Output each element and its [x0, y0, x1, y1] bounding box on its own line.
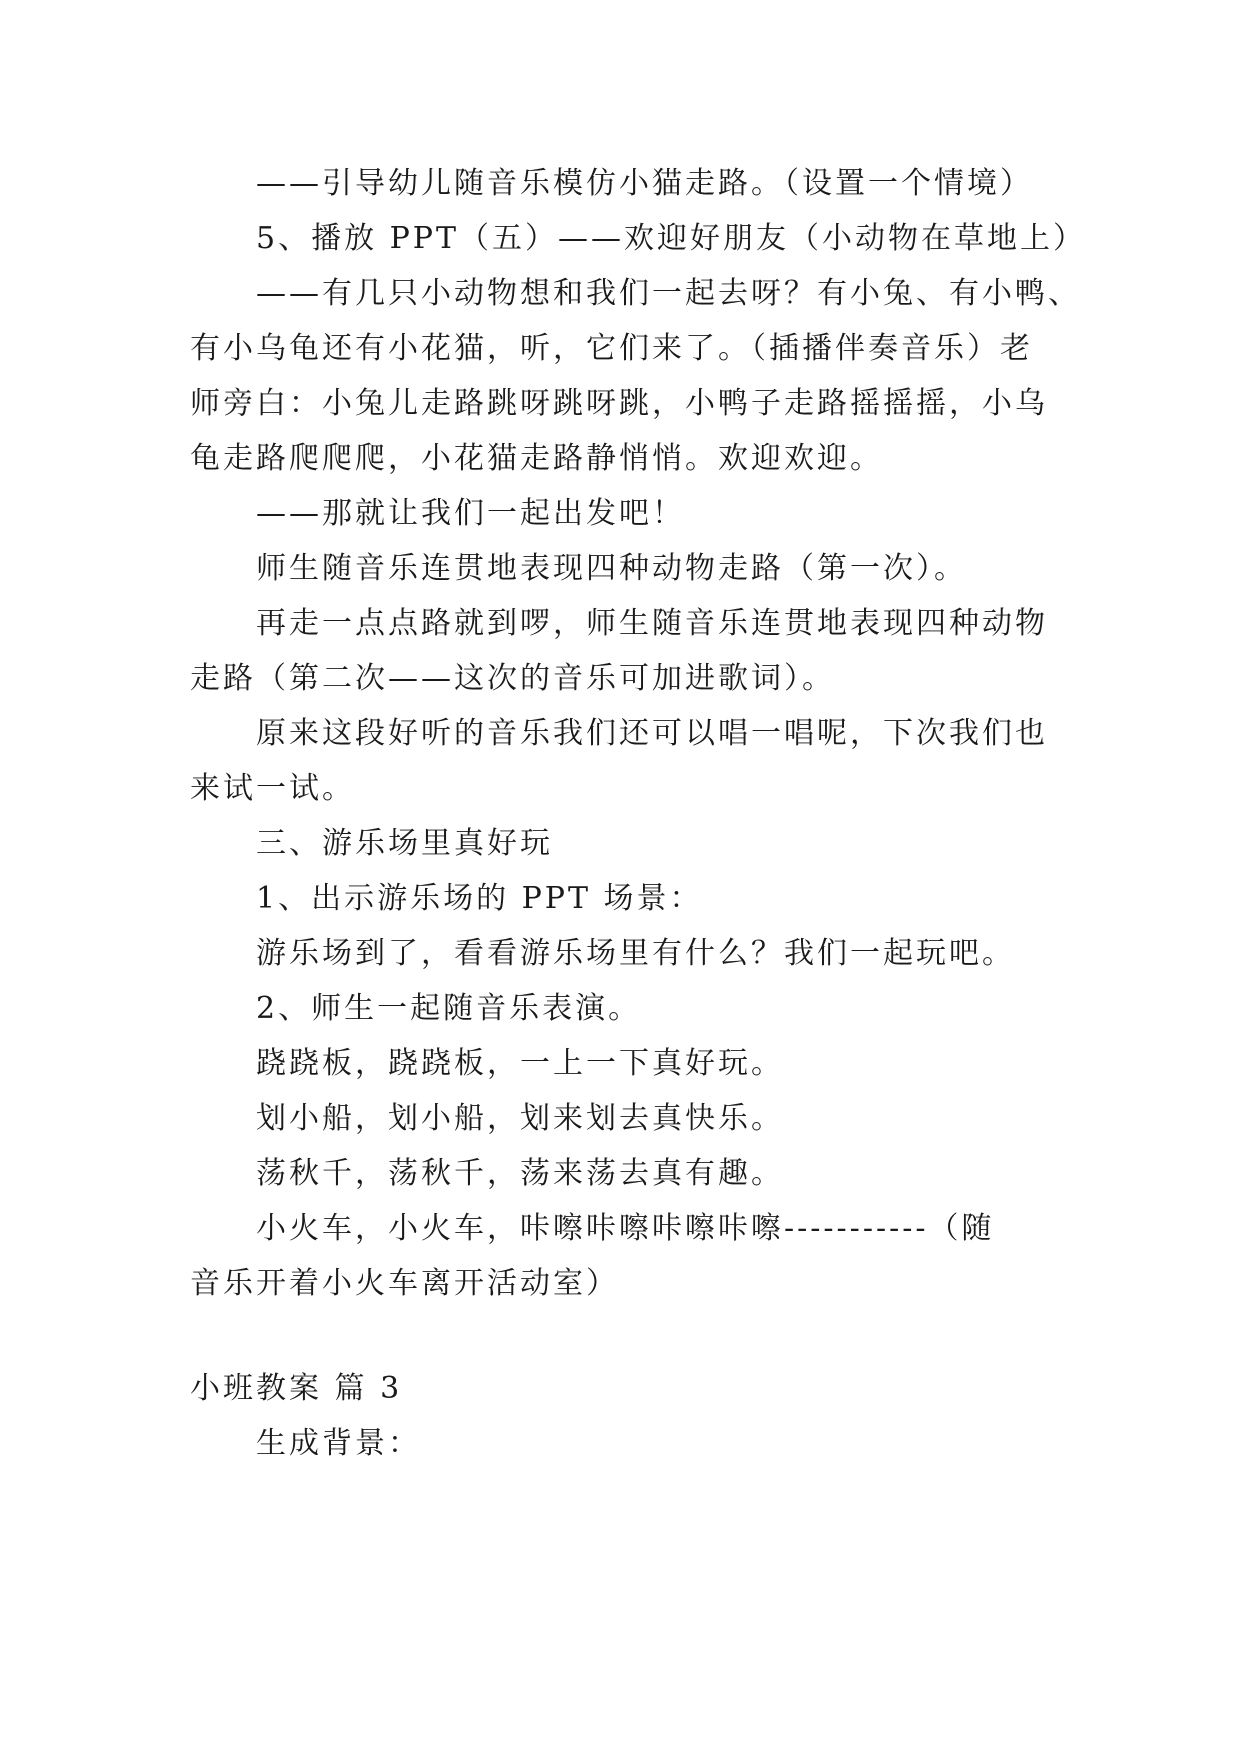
text-line: 2、师生一起随音乐表演。 — [256, 991, 642, 1026]
text-line: 师生随音乐连贯地表现四种动物走路（第一次）。 — [256, 551, 967, 586]
text-line: 荡秋千，荡秋千，荡来荡去真有趣。 — [256, 1156, 784, 1191]
lesson-title: 小班教案 篇 3 — [190, 1371, 403, 1406]
text-line: 生成背景： — [256, 1426, 421, 1461]
text-line: 师旁白：小兔儿走路跳呀跳呀跳，小鸭子走路摇摇摇，小乌 — [190, 386, 1048, 421]
section-heading: 三、游乐场里真好玩 — [256, 826, 553, 861]
text-line: ——那就让我们一起出发吧！ — [256, 496, 685, 531]
text-line: 音乐开着小火车离开活动室） — [190, 1266, 619, 1301]
text-line: 走路（第二次——这次的音乐可加进歌词）。 — [190, 661, 835, 696]
text-line: ——有几只小动物想和我们一起去呀？有小兔、有小鸭、 — [256, 276, 1081, 311]
text-line: 1、出示游乐场的 PPT 场景： — [256, 881, 703, 916]
text-line: 有小乌龟还有小花猫，听，它们来了。（插播伴奏音乐）老 — [190, 331, 1033, 366]
text-line: ——引导幼儿随音乐模仿小猫走路。（设置一个情境） — [256, 166, 1033, 201]
text-line: 5、播放 PPT（五）——欢迎好朋友（小动物在草地上） — [256, 221, 1087, 256]
text-line: 来试一试。 — [190, 771, 355, 806]
text-line: 小火车，小火车，咔嚓咔嚓咔嚓咔嚓-----------（随 — [256, 1211, 995, 1246]
text-line: 再走一点点路就到啰，师生随音乐连贯地表现四种动物 — [256, 606, 1048, 641]
text-line: 划小船，划小船，划来划去真快乐。 — [256, 1101, 784, 1136]
text-line: 游乐场到了，看看游乐场里有什么？我们一起玩吧。 — [256, 936, 1015, 971]
text-line: 跷跷板，跷跷板，一上一下真好玩。 — [256, 1046, 784, 1081]
text-line: 原来这段好听的音乐我们还可以唱一唱呢，下次我们也 — [256, 716, 1048, 751]
text-line: 龟走路爬爬爬，小花猫走路静悄悄。欢迎欢迎。 — [190, 441, 883, 476]
